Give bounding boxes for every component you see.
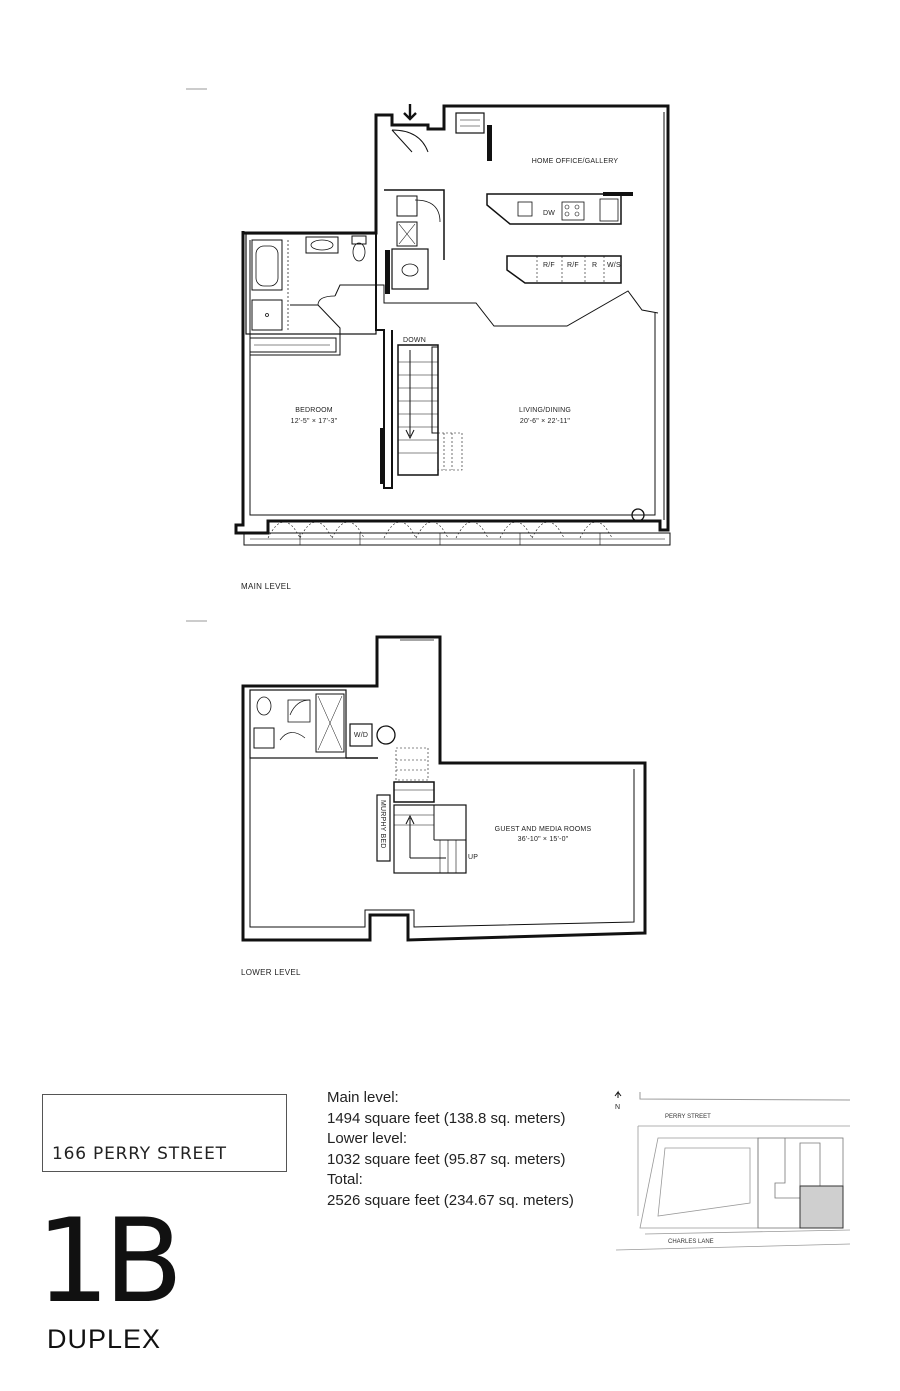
area-main-label: Main level: xyxy=(327,1089,399,1106)
appliance-label-r: R xyxy=(592,262,598,269)
building-name-box xyxy=(42,1094,287,1172)
area-total-value: 2526 square feet (234.67 sq. meters) xyxy=(327,1191,574,1209)
unit-type: DUPLEX xyxy=(47,1324,162,1354)
entry-arrow-icon xyxy=(404,104,416,119)
unit-number: 1B xyxy=(36,1194,178,1329)
north-label: N xyxy=(615,1104,621,1111)
main-bathroom xyxy=(246,234,376,334)
main-level-label: MAIN LEVEL xyxy=(241,582,292,591)
street-label-perry: PERRY STREET xyxy=(665,1114,711,1120)
area-total-label: Total: xyxy=(327,1171,363,1188)
area-main-value: 1494 square feet (138.8 sq. meters) xyxy=(327,1109,566,1127)
area-lower-label: Lower level: xyxy=(327,1130,408,1147)
street-label-charles: CHARLES LANE xyxy=(668,1239,714,1245)
lower-level-label: LOWER LEVEL xyxy=(241,968,301,977)
appliance-label-rf: R/F xyxy=(543,262,555,269)
stair-label-up: UP xyxy=(468,854,479,861)
area-lower-value: 1032 square feet (95.87 sq. meters) xyxy=(327,1150,566,1168)
room-dims-guest: 36'-10" × 15'-0" xyxy=(517,836,569,843)
main-outer-wall xyxy=(236,106,668,533)
north-arrow-icon xyxy=(615,1092,621,1098)
room-label-guest: GUEST AND MEDIA ROOMS xyxy=(494,826,592,833)
lower-outer-wall xyxy=(243,637,645,940)
stair-label-down: DOWN xyxy=(403,337,426,344)
room-dims-bedroom: 12'-5" × 17'-3" xyxy=(290,418,338,425)
unit-location-highlight xyxy=(800,1186,843,1228)
room-dims-living: 20'-6" × 22'-11" xyxy=(519,418,571,425)
key-plan xyxy=(610,1088,855,1258)
appliance-label-dw: DW xyxy=(543,210,556,217)
appliance-label-wd: W/D xyxy=(353,732,369,739)
murphy-bed-label: MURPHY BED xyxy=(379,800,386,849)
kitchen-counter xyxy=(487,194,621,224)
appliance-label-rf: R/F xyxy=(567,262,579,269)
room-label-bedroom: BEDROOM xyxy=(295,407,333,414)
area-summary xyxy=(327,1088,574,1211)
main-level-plan xyxy=(236,104,670,545)
building-name: 166 PERRY STREET xyxy=(52,1144,227,1164)
appliance-label-ws: W/S xyxy=(607,262,621,269)
room-label-living: LIVING/DINING xyxy=(519,407,571,414)
room-label-home-office: HOME OFFICE/GALLERY xyxy=(531,158,619,165)
lower-level-plan xyxy=(243,637,645,940)
